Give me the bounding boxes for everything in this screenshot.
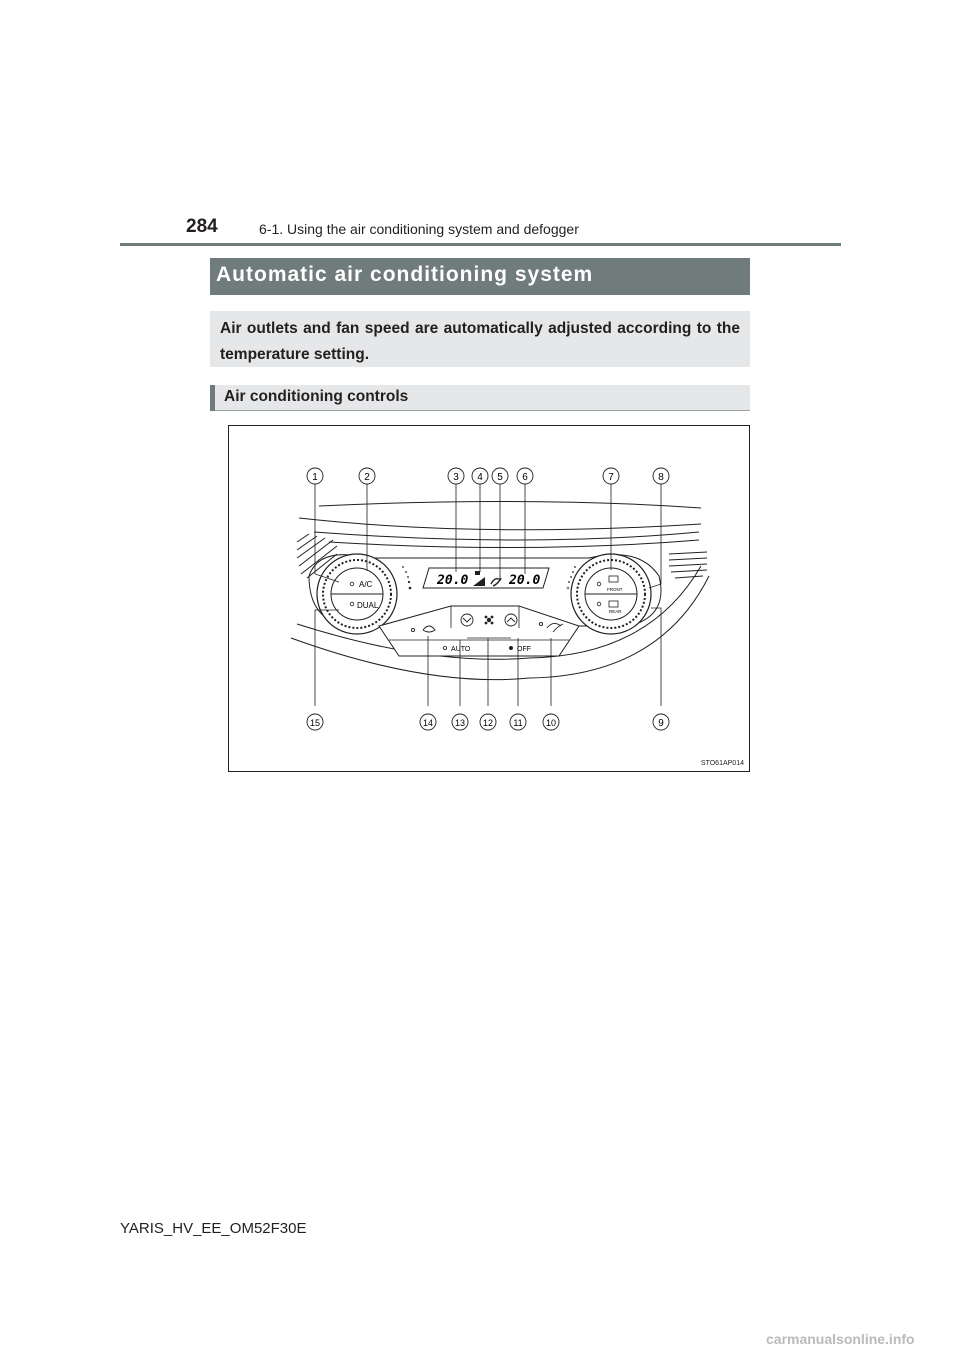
intro-text: Air outlets and fan speed are automatically adjusted according to the temperature setting. [210,311,750,367]
figure-frame [228,425,750,772]
off-button-label: OFF [517,646,531,653]
callout-11: 11 [513,718,523,728]
callout-8: 8 [658,472,664,483]
callout-13: 13 [454,718,466,728]
callout-5: 5 [497,472,503,483]
callout-10: 10 [545,718,557,728]
callout-4: 4 [477,472,483,483]
right-temperature-readout: 20.0 [509,573,541,588]
page-number: 284 [186,216,218,237]
rear-defogger-label: REAR [609,609,622,614]
manual-code: YARIS_HV_EE_OM52F30E [120,1220,307,1237]
header-rule [120,243,841,246]
lower-button-cluster [379,606,579,656]
auto-button-label: AUTO [451,646,471,653]
callout-9: 9 [658,718,664,729]
climate-control-illustration [229,426,749,771]
callout-6: 6 [522,472,528,483]
callout-15: 15 [309,718,321,728]
watermark: carmanualsonline.info [766,1331,915,1347]
callout-2: 2 [364,472,370,483]
ac-button-label: A/C [359,580,373,589]
chapter-title: 6-1. Using the air conditioning system and defogger [259,221,579,237]
figure-code: STO61AP014 [700,760,744,767]
left-temperature-readout: 20.0 [437,573,469,588]
subsection-accent [210,385,215,411]
callout-7: 7 [608,472,614,483]
callout-3: 3 [453,472,459,483]
callout-12: 12 [482,718,494,728]
right-vent-lines [669,552,707,578]
left-indicator-dots [402,566,411,589]
dual-button-label: DUAL [357,601,379,610]
off-fan-icon [509,646,513,650]
callout-14: 14 [422,718,434,728]
callout-1: 1 [312,472,318,483]
section-title: Automatic air conditioning system [210,258,750,295]
subsection-title: Air conditioning controls [224,388,409,405]
front-defogger-label: FRONT [607,587,623,592]
subsection-heading [210,385,750,411]
left-temperature-knob [317,554,397,634]
